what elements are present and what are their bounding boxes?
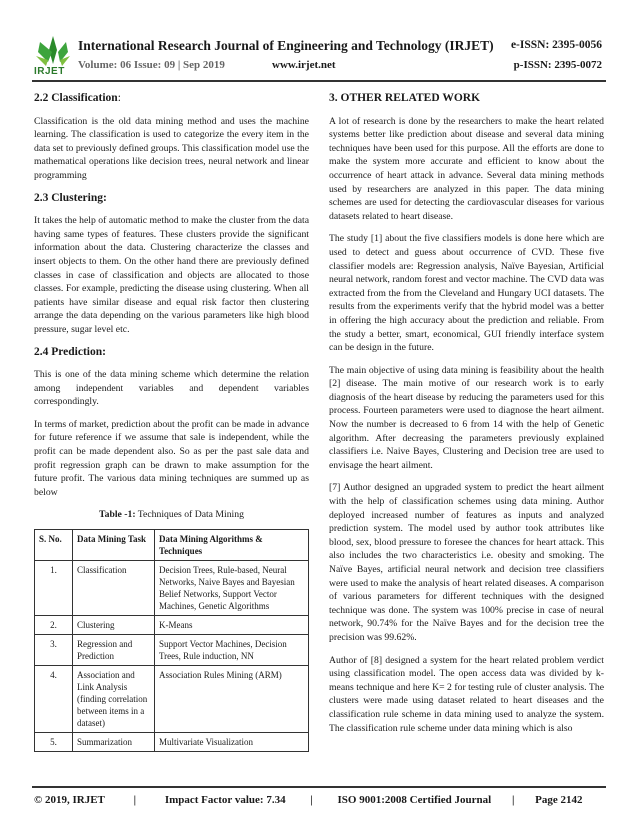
table-cell: 1. — [35, 561, 73, 616]
left-column — [34, 92, 309, 752]
journal-title: International Research Journal of Engineering and Technology (IRJET) — [78, 38, 494, 53]
table-cell: Classification — [73, 561, 155, 616]
footer-separator: | — [511, 794, 515, 806]
issue-info: Volume: 06 Issue: 09 | Sep 2019 — [78, 59, 225, 71]
table-cell: Association and Link Analysis (finding correlation between items in a dataset) — [73, 666, 155, 733]
footer-divider — [32, 786, 606, 788]
table-row — [35, 733, 309, 752]
section-2-2-heading: 2.2 Classification: — [34, 92, 121, 104]
related-work-paragraph-3: The main objective of using data mining is feasibility about the health [2] disease. The main motive of our research work is to early diagnosis of the heart disease by reducing the parameters used for this process. Fourteen parameters were used to diagnose the heart ailment. Now the number is decreased to 6 from 14 with the help of Genetic algorithm. After decreasing the parameters previously explained classifiers i.e. Naive Bayes, Clustering and Decision tree are used to envisage the heart ailment. — [329, 364, 604, 471]
table-row — [35, 561, 309, 616]
section-2-4-paragraph-2: In terms of market, prediction about the profit can be made in advance for future reference if we assume that sale is independent, while the profit can be made dependent also. So as per the past sale data and profit regression graph can be drawn to make assumption for the future profit. The various data mining techniques are summed up as below — [34, 418, 309, 498]
table-header-cell: S. No. — [35, 530, 73, 561]
table-cell: Clustering — [73, 616, 155, 635]
section-2-3-heading: 2.3 Clustering: — [34, 191, 107, 204]
right-column — [329, 92, 604, 744]
footer-copyright: © 2019, IRJET — [34, 794, 105, 806]
e-issn: e-ISSN: 2395-0056 — [510, 39, 602, 51]
section-2-3-paragraph: It takes the help of automatic method to make the cluster from the data having same types of features. These clusters provide the significant information about the data. Clustering characterize the classes and insert objects to them. On the other hand there are previously defined classes in case of classification and objects are allocated to those classes. For example, predicting the disease using clustering. When all patients have similar disease and equal risk factor then clustering arrange the data depending on the various parameters like high blood pressure, sugar level etc. — [34, 215, 309, 335]
table-cell: Association Rules Mining (ARM) — [155, 666, 309, 733]
footer-separator: | — [310, 794, 313, 806]
footer-page-number: Page 2142 — [535, 794, 583, 806]
header-divider — [32, 80, 606, 82]
table-cell: Summarization — [73, 733, 155, 752]
section-3-heading: 3. OTHER RELATED WORK — [329, 92, 481, 104]
table-cell: 4. — [35, 666, 73, 733]
table-cell: Regression and Prediction — [73, 635, 155, 666]
table-header-cell: Data Mining Algorithms & Techniques — [155, 530, 309, 561]
table-cell: K-Means — [155, 616, 309, 635]
page-footer — [34, 794, 606, 806]
journal-logo-icon — [34, 34, 72, 70]
footer-iso: ISO 9001:2008 Certified Journal — [337, 794, 492, 806]
related-work-paragraph-1: A lot of research is done by the researchers to make the heart related systems better like prediction about disease and several data mining techniques have been used for this purpose. All the efforts are done to make the system more accurate and efficient to know about the occurrence of heart attack in advance. Several data mining methods used by researchers are analyzed in this paper. The data mining schemes are used for detecting the cardiovascular diseases for various datasets related to heart disease. — [329, 115, 604, 222]
table-cell: 5. — [35, 733, 73, 752]
logo-text: IRJET — [34, 66, 65, 77]
related-work-paragraph-4: [7] Author designed an upgraded system to predict the heart ailment with the help of classification schemes using data mining. Author deployed increased number of features as inputs and analyzed prediction system. The model used by author took attributes like blood, sex, blood pressure to foresee the chances for heart attack. This also includes the two characteristics i.e. obesity and smoking. The Naïve Bayes, artificial neural network and decision tree classifiers were used to make the analysis of heart related diseases. A comparison of various parameters for different techniques with the designed technique was done. The system was 100% precise in case of neural network, 90.74% for the Naïve Bayes and for the decision tree the precision was 99.62%. — [329, 482, 604, 643]
table-cell: Decision Trees, Rule-based, Neural Networks, Naive Bayes and Bayesian Belief Networks, Support Vector Machines, Genetic Algorithms — [155, 561, 309, 616]
table-row — [35, 616, 309, 635]
table-cell: Support Vector Machines, Decision Trees, Rule induction, NN — [155, 635, 309, 666]
footer-impact-factor: Impact Factor value: 7.34 — [164, 794, 286, 806]
table-cell: 3. — [35, 635, 73, 666]
page-header — [0, 0, 638, 84]
table-row — [35, 666, 309, 733]
table-header-row — [35, 530, 309, 561]
related-work-paragraph-2: The study [1] about the five classifiers models is done here which are used to detect and guess about occurrence of CVD. These five classifier models are: Regression analysis, Naïve Bayesian, Artificial neural network, random forest and vector machine. The CVD data was extracted from the from the Cleveland and Hungary UCI datasets. The results from the experiments verify that the hybrid model was a better in offering the high accuracy about the prediction and reliable. From the study a better, smart, economical, GUI friendly interface system can be design in the future. — [329, 233, 604, 354]
website-link[interactable]: www.irjet.net — [272, 59, 336, 71]
table-cell: Multivariate Visualization — [155, 733, 309, 752]
techniques-table — [34, 529, 309, 752]
related-work-paragraph-5: Author of [8] designed a system for the heart related problem verdict using classification model. The open access data was divided by k-means technique and here K= 2 for testing rule of cluster analysis. The clusters were made using dataset related to heart diseases and the classification rule scheme in data mining used to analyze the system. The classification rule scheme under data mining which is also — [329, 654, 604, 734]
table-cell: 2. — [35, 616, 73, 635]
p-issn: p-ISSN: 2395-0072 — [513, 59, 602, 71]
section-2-4-paragraph-1: This is one of the data mining scheme which determine the relation among independent variables and dependent variables correspondingly. — [34, 369, 309, 408]
table-caption: Table -1: Techniques of Data Mining — [99, 509, 244, 521]
section-2-4-heading: 2.4 Prediction: — [34, 345, 106, 358]
table-row — [35, 635, 309, 666]
footer-separator: | — [133, 794, 137, 806]
section-2-2-paragraph: Classification is the old data mining method and uses the machine learning. The classification is used to categorize the every item in the data set to previously defined groups. This classification model use the mathematical operations like decision trees, neural network and linear programming — [34, 115, 309, 181]
table-header-cell: Data Mining Task — [73, 530, 155, 561]
